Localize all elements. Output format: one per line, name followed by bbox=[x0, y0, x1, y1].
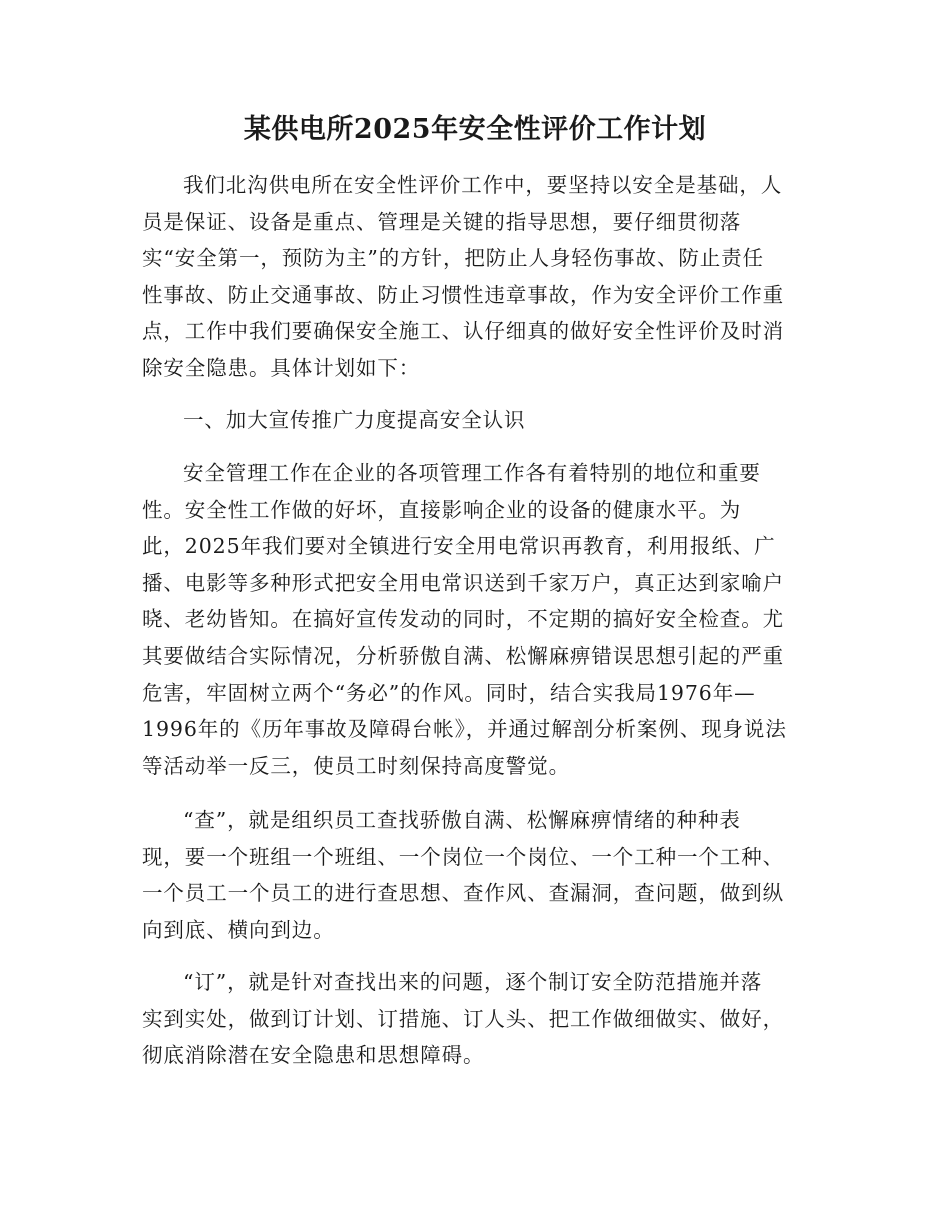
text-line: 播、电影等多种形式把安全用电常识送到千家万户，真正达到家喻户 bbox=[142, 570, 784, 595]
text-line: 实到实处，做到订计划、订措施、订人头、把工作做细做实、做好， bbox=[142, 1006, 784, 1031]
text-line: 现，要一个班组一个班组、一个岗位一个岗位、一个工种一个工种、 bbox=[142, 844, 784, 869]
document-title: 某供电所2025年安全性评价工作计划 bbox=[243, 114, 707, 145]
paragraph-intro bbox=[142, 167, 794, 387]
paragraph-order bbox=[142, 964, 794, 1074]
text-line: 我们北沟供电所在安全性评价工作中，要坚持以安全是基础，人 bbox=[183, 173, 783, 197]
text-line: 实“安全第一，预防为主”的方针，把防止人身轻伤事故、防止责任 bbox=[142, 246, 764, 271]
text-line: “查”，就是组织员工查找骄傲自满、松懈麻痹情绪的种种表 bbox=[183, 808, 741, 832]
text-line: 除安全隐患。具体计划如下： bbox=[142, 355, 421, 380]
text-line: 一个员工一个员工的进行查思想、查作风、查漏洞，查问题，做到纵 bbox=[142, 881, 784, 906]
text-line: 员是保证、设备是重点、管理是关键的指导思想，要仔细贯彻落 bbox=[142, 209, 742, 234]
paragraph-check bbox=[142, 802, 794, 948]
text-line: 此，2025年我们要对全镇进行安全用电常识再教育，利用报纸、广 bbox=[142, 534, 776, 559]
text-line: 点，工作中我们要确保安全施工、认仔细真的做好安全性评价及时消 bbox=[142, 319, 784, 344]
text-line: 安全管理工作在企业的各项管理工作各有着特别的地位和重要 bbox=[183, 461, 761, 485]
text-line: 彻底消除潜在安全隐患和思想障碍。 bbox=[142, 1043, 485, 1068]
text-line: 一、加大宣传推广力度提高安全认识 bbox=[183, 408, 526, 432]
text-line: 其要做结合实际情况，分析骄傲自满、松懈麻痹错误思想引起的严重 bbox=[142, 643, 784, 668]
text-line: 向到底、横向到边。 bbox=[142, 917, 335, 942]
section-heading bbox=[142, 402, 794, 439]
text-line: 晓、老幼皆知。在搞好宣传发动的同时，不定期的搞好安全检查。尤 bbox=[142, 607, 784, 632]
text-line: 危害，牢固树立两个“务必”的作风。同时，结合实我局1976年— bbox=[142, 680, 756, 705]
text-line: “订”，就是针对查找出来的问题，逐个制订安全防范措施并落 bbox=[183, 970, 763, 994]
text-line: 性事故、防止交通事故、防止习惯性违章事故，作为安全评价工作重 bbox=[142, 282, 784, 307]
text-line: 1996年的《历年事故及障碍台帐》，并通过解剖分析案例、现身说法 bbox=[142, 717, 787, 742]
text-line: 等活动举一反三，使员工时刻保持高度警觉。 bbox=[142, 753, 570, 778]
paragraph-publicity bbox=[142, 455, 794, 784]
text-line: 性。安全性工作做的好坏，直接影响企业的设备的健康水平。为 bbox=[142, 497, 742, 522]
